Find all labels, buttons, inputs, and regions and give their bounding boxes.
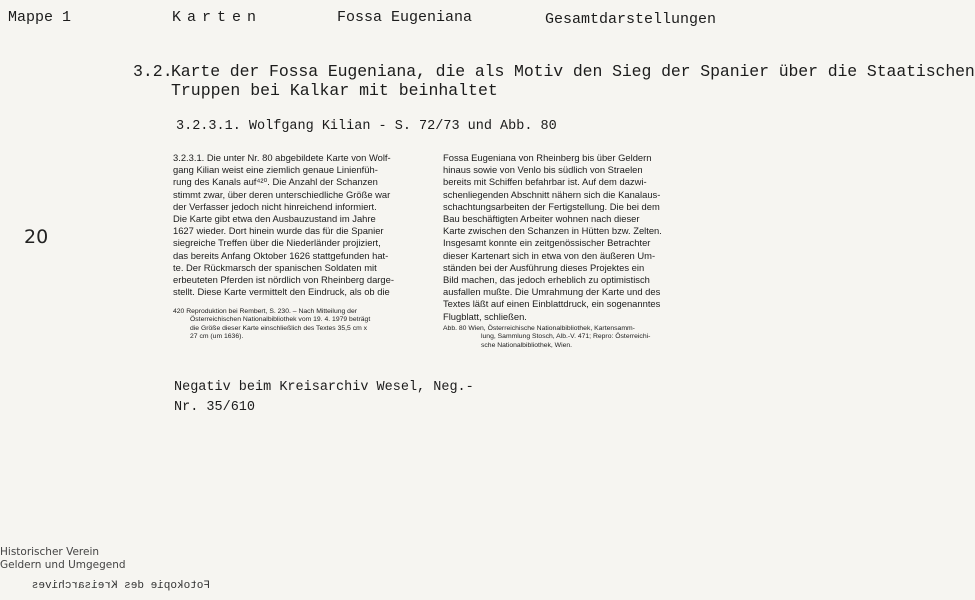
body-line: hinaus sowie von Venlo bis südlich von Straelen <box>443 164 643 176</box>
footnote <box>173 308 370 341</box>
body-line: Flugblatt, schließen. <box>443 310 527 322</box>
footnote-line: 27 cm (um 1636). <box>190 332 244 340</box>
figure-caption <box>443 325 650 350</box>
footnote-line: 420 Reproduktion bei Rembert, S. 230. – Nach Mitteilung der <box>173 308 357 315</box>
section-label: Gesamtdarstellungen <box>545 11 717 28</box>
body-line: Insgesamt konnte ein zeitgenössischer Betrachter <box>443 237 651 249</box>
folder-label: Mappe 1 <box>8 9 72 26</box>
body-column-left <box>173 152 433 298</box>
body-line: der Verfasser jedoch nicht hinreichend informiert. <box>173 200 377 212</box>
body-line: siegreiche Treffen über die Niederländer projiziert, <box>173 237 381 249</box>
body-line: Textes läßt auf einen Einblattdruck, ein sogenanntes <box>443 298 661 310</box>
body-line: rung des Kanals auf⁴²⁰. Die Anzahl der Schanzen <box>173 176 378 188</box>
body-line: 1627 wieder. Dort hinein wurde das für die Spanier <box>173 225 384 237</box>
category-label: Karten <box>172 9 263 26</box>
heading-number: 3.2. <box>133 62 173 81</box>
body-column-right <box>443 152 705 323</box>
body-line: bereits mit Schiffen befahrbar ist. Auf dem dazwi- <box>443 176 647 188</box>
body-line: dieser Kartenart sich in etwa von den äußeren Um- <box>443 249 656 261</box>
body-line: Bau beschäftigten Arbeiter wohnen nach dieser <box>443 213 640 225</box>
body-line: Die Karte gibt etwa den Ausbauzustand im Jahre <box>173 213 376 225</box>
body-line: stimmt zwar, über deren unterschiedliche Größe war <box>173 188 391 200</box>
footnote-line: die Größe dieser Karte einschließlich des Textes 35,5 cm x <box>190 324 368 332</box>
body-line: das bereits Anfang Oktober 1626 stattgefunden hat- <box>173 249 389 261</box>
stamp-line-2: Geldern und Umgegend <box>0 559 126 571</box>
figure-caption-line: lung, Sammlung Stosch, Alb.-V. 471; Repro: Österreichi- <box>481 333 651 341</box>
negative-note-line-1: Negativ beim Kreisarchiv Wesel, Neg.- <box>174 380 474 395</box>
figure-caption-line: sche Nationalbibliothek, Wien. <box>481 341 573 349</box>
mirrored-stamp-text: Fotokopie des Kreisarchives <box>31 580 210 592</box>
heading-line-2: Truppen bei Kalkar mit beinhaltet <box>171 81 498 100</box>
body-line: ständen bei der Ausführung dieses Projektes ein <box>443 261 645 273</box>
body-line: te. Der Rückmarsch der spanischen Soldaten mit <box>173 261 377 273</box>
body-line: ausfallen mußte. Die Umrahmung der Karte und des <box>443 286 661 298</box>
heading-line-1: Karte der Fossa Eugeniana, die als Motiv den Sieg der Spanier über die Staatischen <box>171 62 975 81</box>
page-number: 20 <box>24 226 49 248</box>
body-line: gang Kilian weist eine ziemlich genaue Linienfüh- <box>173 164 378 176</box>
figure-caption-line: Abb. 80 Wien, Österreichische Nationalbibliothek, Kartensamm- <box>443 325 635 332</box>
topic-label: Fossa Eugeniana <box>337 9 473 26</box>
body-line: schenliegenden Abschnitt nähern sich die Kanalaus- <box>443 188 661 200</box>
negative-note-line-2: Nr. 35/610 <box>174 400 256 415</box>
stamp-line-1: Historischer Verein <box>0 546 100 558</box>
body-line: 3.2.3.1. Die unter Nr. 80 abgebildete Karte von Wolf- <box>173 152 391 163</box>
body-line: erbeuteten Pferden ist nördlich von Rheinberg darge- <box>173 274 394 286</box>
footnote-line: Österreichischen Nationalbibliothek vom 19. 4. 1979 beträgt <box>190 316 371 324</box>
subheading: 3.2.3.1. Wolfgang Kilian - S. 72/73 und Abb. 80 <box>176 119 557 134</box>
body-line: Karte zwischen den Schanzen in Hütten bzw. Zelten. <box>443 225 662 237</box>
body-line: Bild machen, das jedoch erheblich zu optimistisch <box>443 274 650 286</box>
body-line: stellt. Diese Karte vermittelt den Eindruck, als ob die <box>173 286 390 298</box>
body-line: Fossa Eugeniana von Rheinberg bis über Geldern <box>443 152 652 163</box>
body-line: schachtungsarbeiten der Fertigstellung. Die bei dem <box>443 200 660 212</box>
